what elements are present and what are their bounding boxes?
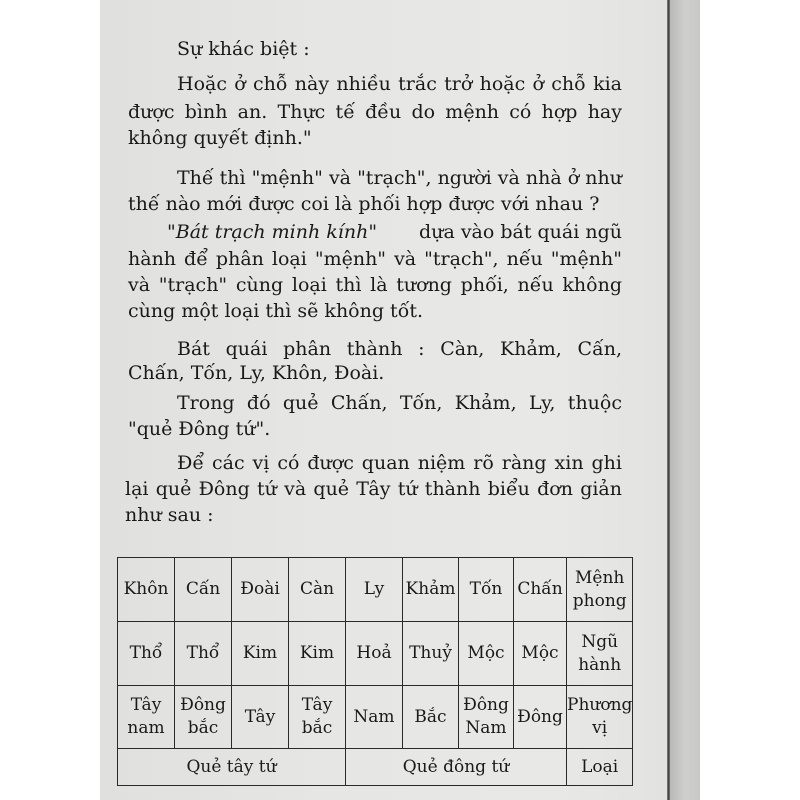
row-label-menh-phong [567, 558, 633, 622]
table-row-element [118, 622, 633, 686]
direction-line: Tây [244, 706, 276, 727]
text-line: "quẻ Đông tứ". [128, 418, 271, 440]
text-line: được bình an. Thực tế đều do mệnh có hợp hay [128, 101, 622, 123]
cell-element: Hoả [346, 622, 403, 686]
text-line: Sự khác biệt : [177, 38, 310, 60]
text-line [167, 223, 622, 242]
direction-line: Đông [463, 695, 509, 716]
cell-trigram: Cấn [175, 558, 232, 622]
cell-direction [232, 686, 289, 749]
trigram-table [117, 557, 633, 786]
cell-trigram: Chấn [514, 558, 567, 622]
table-row-trigram [118, 558, 633, 622]
text-line: không quyết định." [128, 127, 312, 149]
cell-trigram: Ly [346, 558, 403, 622]
text-line: Thế thì "mệnh" và "trạch", người và nhà ở như [177, 167, 622, 189]
adjacent-page-edge [670, 0, 700, 800]
label-line: Phương [567, 695, 633, 716]
direction-line: Tây [130, 695, 162, 716]
text-line: Hoặc ở chỗ này nhiều trắc trở hoặc ở chỗ kia [177, 73, 622, 95]
cell-trigram: Đoài [232, 558, 289, 622]
cell-direction [346, 686, 403, 749]
cell-element: Thuỷ [403, 622, 459, 686]
text-line: Bát quái phân thành : Càn, Khảm, Cấn, [177, 338, 622, 360]
book-page-photo [100, 0, 700, 800]
cell-west-group: Quẻ tây tứ [118, 749, 346, 786]
cell-direction [175, 686, 232, 749]
row-label-loai: Loại [567, 749, 633, 786]
text-line: lại quẻ Đông tứ và quẻ Tây tứ thành biểu đơn giản [125, 478, 622, 500]
cell-element: Mộc [514, 622, 567, 686]
cell-direction [459, 686, 514, 749]
text-line: và "trạch" cùng loại thì là tương phối, nếu không [128, 274, 622, 296]
text-line: Chấn, Tốn, Ly, Khôn, Đoài. [128, 362, 385, 384]
direction-line: Nam [465, 718, 507, 738]
label-line: Ngũ [581, 631, 619, 652]
direction-line: Đông [517, 706, 563, 727]
text-line: như sau : [125, 504, 214, 526]
text-line: Để các vị có được quan niệm rõ ràng xin ghi [177, 452, 622, 474]
cell-east-group: Quẻ đông tứ [346, 749, 567, 786]
table-row-direction [118, 686, 633, 749]
direction-line: bắc [301, 718, 333, 738]
cell-direction [403, 686, 459, 749]
text-fragment: dựa vào bát quái ngũ [419, 221, 622, 243]
text-line: thế nào mới được coi là phối hợp được với nhau ? [128, 193, 600, 215]
cell-element: Thổ [118, 622, 175, 686]
cell-element: Mộc [459, 622, 514, 686]
cell-trigram: Càn [289, 558, 346, 622]
cell-element: Kim [289, 622, 346, 686]
row-label-ngu-hanh [567, 622, 633, 686]
cell-element: Kim [232, 622, 289, 686]
text-line: hành để phân loại "mệnh" và "trạch", nếu "mệnh" [128, 248, 622, 270]
label-line: Mệnh [575, 567, 625, 588]
text-line: Trong đó quẻ Chấn, Tốn, Khảm, Ly, thuộc [177, 392, 622, 414]
cell-direction [289, 686, 346, 749]
row-label-phuong-vi [567, 686, 633, 749]
cell-trigram: Khảm [403, 558, 459, 622]
direction-line: Đông [180, 695, 226, 716]
cell-element: Thổ [175, 622, 232, 686]
label-line: hành [578, 654, 622, 675]
book-page [100, 0, 668, 800]
direction-line: Nam [353, 706, 395, 727]
cell-trigram: Tốn [459, 558, 514, 622]
cell-trigram: Khôn [118, 558, 175, 622]
direction-line: Bắc [414, 706, 447, 727]
cell-direction [118, 686, 175, 749]
label-line: phong [572, 590, 627, 611]
text-line: cùng một loại thì sẽ không tốt. [128, 300, 423, 322]
table-row-group [118, 749, 633, 786]
book-title: "Bát trạch minh kính" [167, 221, 378, 243]
direction-line: bắc [187, 718, 219, 738]
direction-line: nam [127, 718, 165, 738]
cell-direction [514, 686, 567, 749]
direction-line: Tây [301, 695, 333, 716]
label-line: vị [592, 718, 608, 738]
